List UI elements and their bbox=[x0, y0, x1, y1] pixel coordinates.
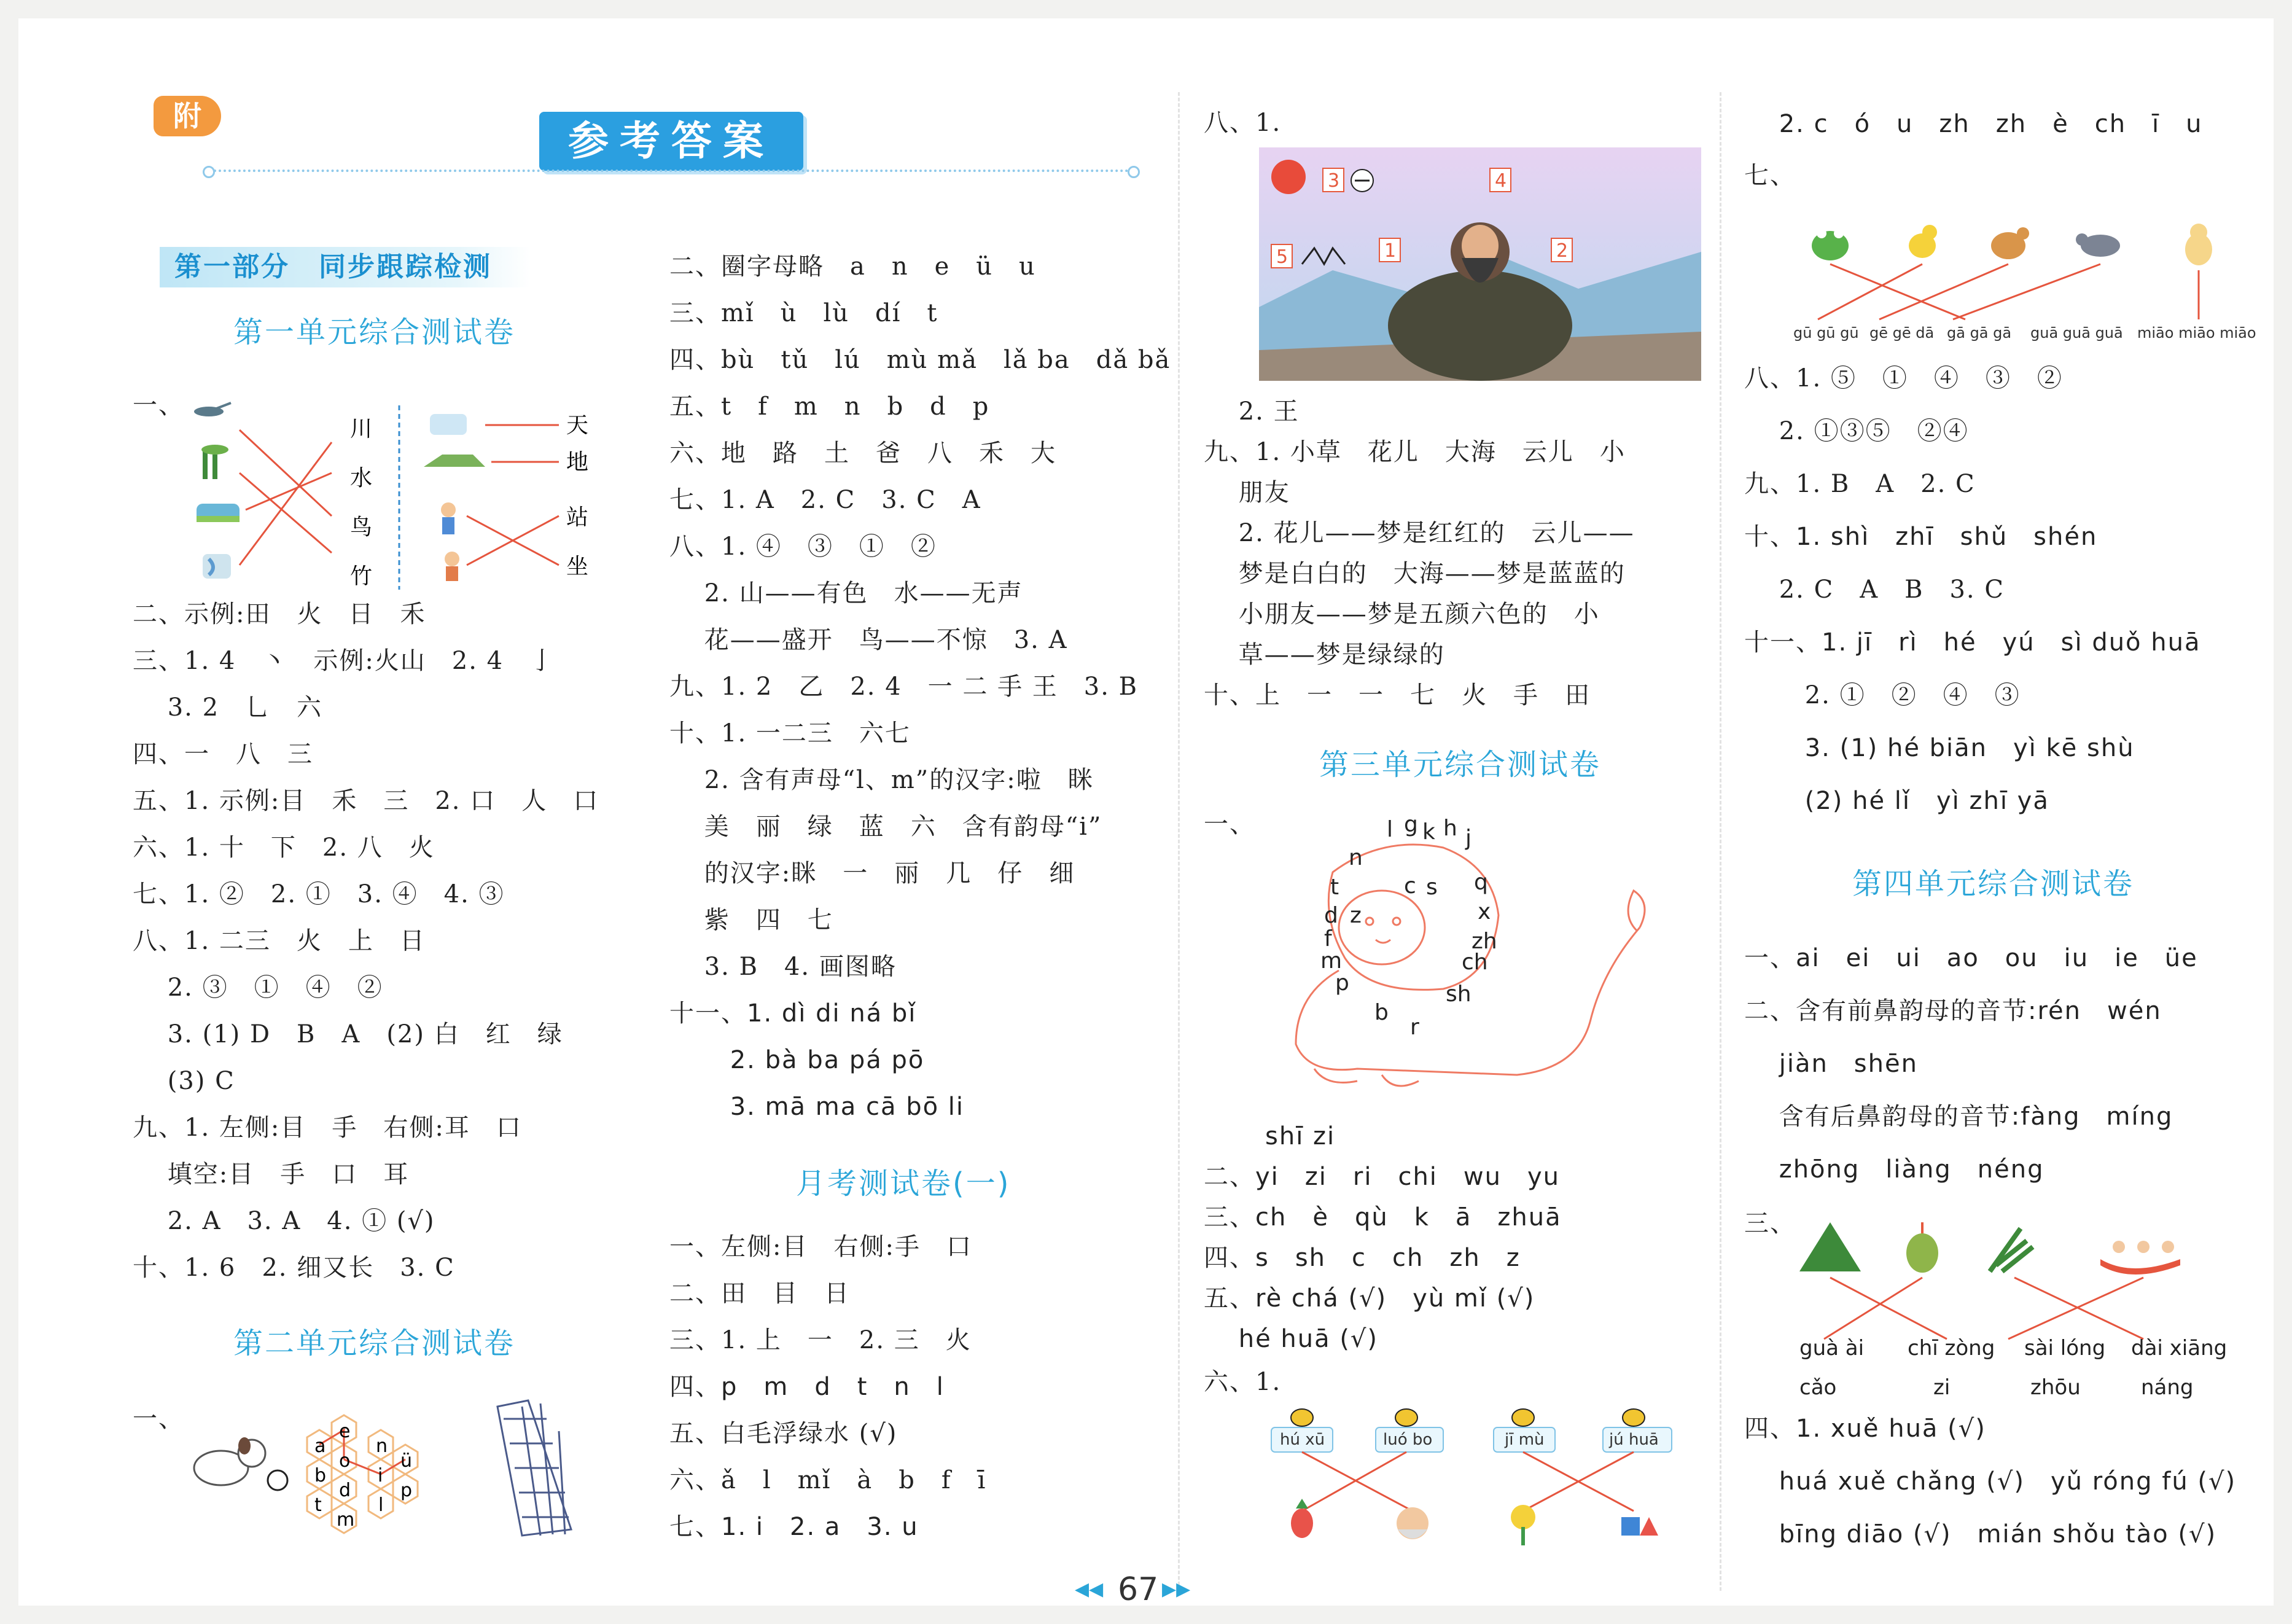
col4-line: huá xuě chǎng (√) yǔ róng fú (√) bbox=[1744, 1467, 2237, 1496]
col1-line: 五、1. 示例:目 禾 三 2. 口 人 口 bbox=[133, 787, 599, 815]
hex-letter: ü bbox=[400, 1450, 413, 1472]
festival-label: náng bbox=[2141, 1375, 2194, 1400]
sound-label: gē gē dā bbox=[1869, 324, 1935, 342]
u4-line: jiàn shēn bbox=[1744, 1050, 1918, 1078]
column-divider bbox=[1720, 92, 1721, 1591]
col2-line: 八、1. ④ ③ ① ② bbox=[669, 533, 937, 561]
col4-line: 2. ①③⑤ ②④ bbox=[1744, 417, 1969, 445]
lion-letter: r bbox=[1410, 1015, 1419, 1040]
col1-line: 填空:目 手 口 耳 bbox=[133, 1160, 410, 1189]
q1-label: 一、 bbox=[133, 391, 184, 420]
q8-label: 八、1. bbox=[1204, 109, 1282, 137]
col1-line: 三、1. 4 丶 示例:火山 2. 4 亅 bbox=[133, 647, 556, 675]
sequence-number: 3 bbox=[1328, 170, 1340, 192]
section-title-unit1: 第一单元综合测试卷 bbox=[233, 315, 516, 349]
festival-label: dài xiāng bbox=[2131, 1336, 2228, 1360]
col2-line: 花——盛开 鸟——不惊 3. A bbox=[669, 626, 1068, 654]
radish-icon bbox=[1291, 1499, 1313, 1538]
col1-line: 四、一 八 三 bbox=[133, 740, 313, 768]
appendix-badge: 附 bbox=[154, 96, 221, 136]
col2-line: 五、t f m n b d p bbox=[669, 392, 990, 421]
col1-line: 八、1. 二三 火 上 日 bbox=[133, 927, 426, 955]
sound-label: miāo miāo miāo bbox=[2137, 324, 2256, 342]
col2-line: 三、mǐ ù lù dí t bbox=[669, 299, 938, 327]
water-icon bbox=[197, 504, 240, 522]
col2-line: 2. 山——有色 水——无声 bbox=[669, 579, 1023, 607]
sky-icon bbox=[430, 414, 467, 435]
hen-icon bbox=[1991, 227, 2029, 259]
monthly-line: 三、1. 上 一 2. 三 火 bbox=[669, 1326, 972, 1354]
col1-line: 九、1. 左侧:目 手 右侧:耳 口 bbox=[133, 1114, 522, 1142]
bee-card bbox=[1271, 1409, 1333, 1452]
section-title-monthly1: 月考测试卷(一) bbox=[796, 1166, 1011, 1201]
col3-line: 九、1. 小草 花儿 大海 云儿 小 bbox=[1204, 438, 1626, 466]
lion-letter-figure bbox=[1259, 811, 1701, 1118]
lion-letter: t bbox=[1330, 875, 1339, 900]
col2-line: 的汉字:眯 一 丽 几 仔 细 bbox=[669, 859, 1075, 888]
festival-label: sài lóng bbox=[2024, 1336, 2106, 1360]
u3-q1-label: 一、 bbox=[1204, 810, 1255, 838]
u4-line: 含有后鼻韵母的音节:fàng míng bbox=[1744, 1103, 2173, 1131]
lion-letter: m bbox=[1320, 948, 1343, 974]
col2-line: 2. 含有声母“l、m”的汉字:啦 眯 bbox=[669, 766, 1094, 794]
page-title: 参考答案 bbox=[539, 112, 803, 171]
col4-line: 2. ① ② ④ ③ bbox=[1744, 681, 2021, 709]
mugwort-icon bbox=[1990, 1228, 2033, 1271]
col1-line: (3) C bbox=[133, 1067, 235, 1095]
sequence-number: 5 bbox=[1276, 246, 1288, 268]
goal-net-icon bbox=[497, 1400, 571, 1536]
lion-letter: s bbox=[1426, 875, 1438, 900]
festival-matching-figure bbox=[1787, 1198, 2254, 1400]
hex-letter: t bbox=[314, 1494, 322, 1516]
bamboo-icon bbox=[201, 445, 228, 479]
card-word: jī mù bbox=[1505, 1431, 1545, 1449]
lion-letter: b bbox=[1374, 1000, 1389, 1025]
hex-letter: o bbox=[339, 1450, 351, 1472]
col4-line: 八、1. ⑤ ① ④ ③ ② bbox=[1744, 364, 2063, 392]
col4-line: 十、1. shì zhī shǔ shén bbox=[1744, 523, 2098, 551]
part-banner: 第一部分 同步跟踪检测 bbox=[160, 247, 531, 287]
lion-letter: sh bbox=[1446, 982, 1471, 1007]
col2-line: 3. mā ma cā bō li bbox=[669, 1093, 964, 1121]
lion-letter: n bbox=[1349, 845, 1363, 870]
chrysanthemum-icon bbox=[1511, 1505, 1535, 1545]
monthly-line: 一、左侧:目 右侧:手 口 bbox=[669, 1233, 972, 1261]
hex-letter: b bbox=[314, 1465, 327, 1486]
sound-label: gā gā gā bbox=[1947, 324, 2012, 342]
lion-letter: k bbox=[1422, 819, 1435, 845]
dragon-boat-icon bbox=[2100, 1241, 2180, 1275]
card-word: hú xū bbox=[1280, 1431, 1325, 1449]
col3-line: 四、s sh c ch zh z bbox=[1204, 1244, 1521, 1272]
hex-letter: d bbox=[339, 1480, 351, 1501]
col2-line: 紫 四 七 bbox=[669, 906, 833, 934]
col4-line: 2. C A B 3. C bbox=[1744, 576, 2005, 604]
standing-kid-icon bbox=[441, 502, 456, 534]
hex-letter: l bbox=[378, 1494, 384, 1516]
bee-card bbox=[1494, 1409, 1555, 1452]
letter-honeycomb-figure bbox=[178, 1394, 608, 1554]
monthly-line: 七、1. i 2. a 3. u bbox=[669, 1513, 919, 1541]
word-zuo: 坐 bbox=[566, 554, 589, 579]
duckling-icon bbox=[1909, 225, 1937, 258]
sun-icon bbox=[1271, 160, 1306, 194]
lion-letter: c bbox=[1404, 873, 1416, 899]
col3-line: 六、1. bbox=[1204, 1368, 1282, 1396]
matching-figure-q1 bbox=[178, 387, 596, 590]
animal-sound-matching bbox=[1793, 209, 2260, 350]
col2-line: 九、1. 2 乙 2. 4 一 二 手 王 3. B bbox=[669, 673, 1139, 701]
col2-line: 十一、1. dì di ná bǐ bbox=[669, 999, 917, 1028]
sequence-number: 4 bbox=[1495, 170, 1507, 192]
col1-line: 3. 2 乚 六 bbox=[133, 693, 323, 722]
col4-line: 九、1. B A 2. C bbox=[1744, 470, 1976, 498]
word-chuan: 川 bbox=[350, 416, 373, 442]
sitting-kid-icon bbox=[445, 552, 459, 581]
col2-line: 六、地 路 土 爸 八 禾 大 bbox=[669, 439, 1056, 467]
section-title-unit2: 第二单元综合测试卷 bbox=[233, 1326, 516, 1360]
sequence-number: 2 bbox=[1556, 240, 1569, 262]
hex-letter: n bbox=[376, 1435, 388, 1457]
sachet-icon bbox=[1906, 1222, 1938, 1273]
word-zhan: 站 bbox=[566, 505, 589, 530]
lion-letter: p bbox=[1335, 970, 1349, 996]
col1-line: 2. A 3. A 4. ① (√) bbox=[133, 1207, 435, 1235]
ground-icon bbox=[424, 455, 485, 467]
festival-label: guà ài bbox=[1799, 1336, 1865, 1360]
lion-letter: ch bbox=[1462, 950, 1488, 975]
card-word: luó bo bbox=[1383, 1431, 1433, 1449]
col4-line: 七、 bbox=[1744, 162, 1796, 190]
col2-line: 2. bà ba pá pō bbox=[669, 1046, 925, 1074]
monthly-line: 四、p m d t n l bbox=[669, 1373, 945, 1401]
prev-arrow-icon: ◀◀ bbox=[1075, 1579, 1104, 1600]
u4-line: 二、含有前鼻韵母的音节:rén wén bbox=[1744, 997, 2162, 1025]
word-shui: 水 bbox=[350, 466, 373, 491]
hex-letter: m bbox=[337, 1509, 355, 1531]
col3-line: 小朋友——梦是五颜六色的 小 bbox=[1204, 600, 1600, 628]
monthly-line: 二、田 目 日 bbox=[669, 1279, 850, 1308]
word-zhu: 竹 bbox=[350, 564, 373, 589]
lion-letter: f bbox=[1324, 926, 1332, 951]
hex-letter: i bbox=[378, 1465, 383, 1486]
col3-line: 五、rè chá (√) yù mǐ (√) bbox=[1204, 1284, 1535, 1313]
lion-letter: d bbox=[1324, 903, 1338, 928]
lion-letter: h bbox=[1443, 816, 1457, 841]
bee-matching-figure bbox=[1253, 1400, 1701, 1548]
hex-letter: e bbox=[339, 1421, 351, 1442]
col1-line: 七、1. ② 2. ① 3. ④ 4. ③ bbox=[133, 880, 505, 908]
col3-line: 朋友 bbox=[1204, 478, 1290, 507]
bee-card bbox=[1603, 1409, 1672, 1452]
col1-line: 六、1. 十 下 2. 八 火 bbox=[133, 833, 435, 862]
col1-line: 十、1. 6 2. 细又长 3. C bbox=[133, 1254, 455, 1282]
bee-card bbox=[1376, 1409, 1443, 1452]
lion-letter: q bbox=[1474, 870, 1488, 895]
sequence-number: 1 bbox=[1384, 240, 1397, 262]
caveman-illustration bbox=[1259, 147, 1701, 381]
card-word: jú huā bbox=[1609, 1431, 1659, 1449]
frog-icon bbox=[1812, 228, 1849, 260]
col3-line: hé huā (√) bbox=[1204, 1325, 1379, 1353]
next-arrow-icon: ▶▶ bbox=[1162, 1579, 1191, 1600]
col1-line: 3. (1) D B A (2) 白 红 绿 bbox=[133, 1020, 563, 1048]
word-tian: 天 bbox=[566, 413, 589, 438]
col4-line: 3. (1) hé biān yì kē shù bbox=[1744, 734, 2135, 762]
lion-letter: z bbox=[1350, 903, 1362, 928]
zongzi-icon bbox=[1799, 1222, 1861, 1271]
hex-letter: p bbox=[400, 1480, 413, 1501]
col1-line: 2. ③ ① ④ ② bbox=[133, 974, 383, 1002]
bird-icon bbox=[194, 403, 231, 416]
lion-letter: g bbox=[1404, 812, 1418, 837]
col4-line: 十一、1. jī rì hé yú sì duǒ huā bbox=[1744, 628, 2201, 657]
cat-icon bbox=[2185, 224, 2212, 265]
col1-line: 二、示例:田 火 日 禾 bbox=[133, 600, 426, 628]
lion-letter: zh bbox=[1471, 929, 1497, 954]
col4-line: 四、1. xuě huā (√) bbox=[1744, 1415, 1986, 1443]
word-di: 地 bbox=[566, 450, 589, 475]
sound-label: gū gū gū bbox=[1793, 324, 1859, 342]
blocks-icon bbox=[1621, 1517, 1658, 1536]
word-niao: 鸟 bbox=[350, 515, 373, 540]
col3-line: 2. 王 bbox=[1204, 397, 1300, 426]
pigeon-icon bbox=[2076, 233, 2120, 257]
u4-line: 一、ai ei ui ao ou iu ie üe bbox=[1744, 944, 2198, 972]
section-title-unit4: 第四单元综合测试卷 bbox=[1852, 867, 2135, 901]
hex-letter: a bbox=[314, 1435, 326, 1457]
col4-line: (2) hé lǐ yì zhī yā bbox=[1744, 787, 2049, 815]
lion-letter: x bbox=[1478, 899, 1491, 924]
grandpa-icon bbox=[1397, 1507, 1429, 1539]
river-icon bbox=[203, 554, 231, 579]
festival-label: zi bbox=[1933, 1375, 1951, 1400]
u2-q1-label: 一、 bbox=[133, 1405, 184, 1433]
monthly-line: 五、白毛浮绿水 (√) bbox=[669, 1419, 898, 1448]
column-divider bbox=[1178, 92, 1180, 1591]
puppy-icon bbox=[194, 1437, 287, 1490]
col3-line: 三、ch è qù k ā zhuā bbox=[1204, 1203, 1562, 1232]
lion-letter: j bbox=[1465, 826, 1472, 851]
col2-line: 十、1. 一二三 六七 bbox=[669, 719, 911, 748]
monthly-line: 六、ǎ l mǐ à b f ī bbox=[669, 1466, 987, 1494]
col3-line: 梦是白白的 大海——梦是蓝蓝的 bbox=[1204, 560, 1626, 588]
title-dotted-rule bbox=[214, 170, 1129, 172]
festival-label: chī zòng bbox=[1908, 1336, 1995, 1360]
col4-line: bīng diāo (√) mián shǒu tào (√) bbox=[1744, 1520, 2217, 1548]
sound-label: guā guā guā bbox=[2030, 324, 2123, 342]
col3-line: 二、yi zi ri chi wu yu bbox=[1204, 1163, 1560, 1191]
festival-label: cǎo bbox=[1799, 1375, 1837, 1400]
col3-line: 2. 花儿——梦是红红的 云儿—— bbox=[1204, 519, 1635, 547]
col2-line: 四、bù tǔ lú mù mǎ lǎ ba dǎ bǎ bbox=[669, 346, 1171, 374]
col3-line: 十、上 一 一 七 火 手 田 bbox=[1204, 681, 1591, 709]
col4-line: 2. c ó u zh zh è ch ī u bbox=[1744, 110, 2203, 138]
col3-line: shī zi bbox=[1265, 1122, 1336, 1150]
festival-label: zhōu bbox=[2030, 1375, 2081, 1400]
col2-line: 二、圈字母略 a n e ü u bbox=[669, 252, 1036, 281]
section-title-unit3: 第三单元综合测试卷 bbox=[1319, 748, 1602, 782]
col2-line: 美 丽 绿 蓝 六 含有韵母“i” bbox=[669, 813, 1102, 841]
page-number: 67 bbox=[1118, 1571, 1159, 1608]
answer-page bbox=[18, 18, 2274, 1606]
u4-line: 三、 bbox=[1744, 1209, 1796, 1238]
col3-line: 草——梦是绿绿的 bbox=[1204, 641, 1445, 669]
u4-line: zhōng liàng néng bbox=[1744, 1155, 2044, 1184]
col2-line: 3. B 4. 画图略 bbox=[669, 953, 897, 981]
col2-line: 七、1. A 2. C 3. C A bbox=[669, 486, 981, 514]
lion-letter: l bbox=[1387, 817, 1394, 842]
